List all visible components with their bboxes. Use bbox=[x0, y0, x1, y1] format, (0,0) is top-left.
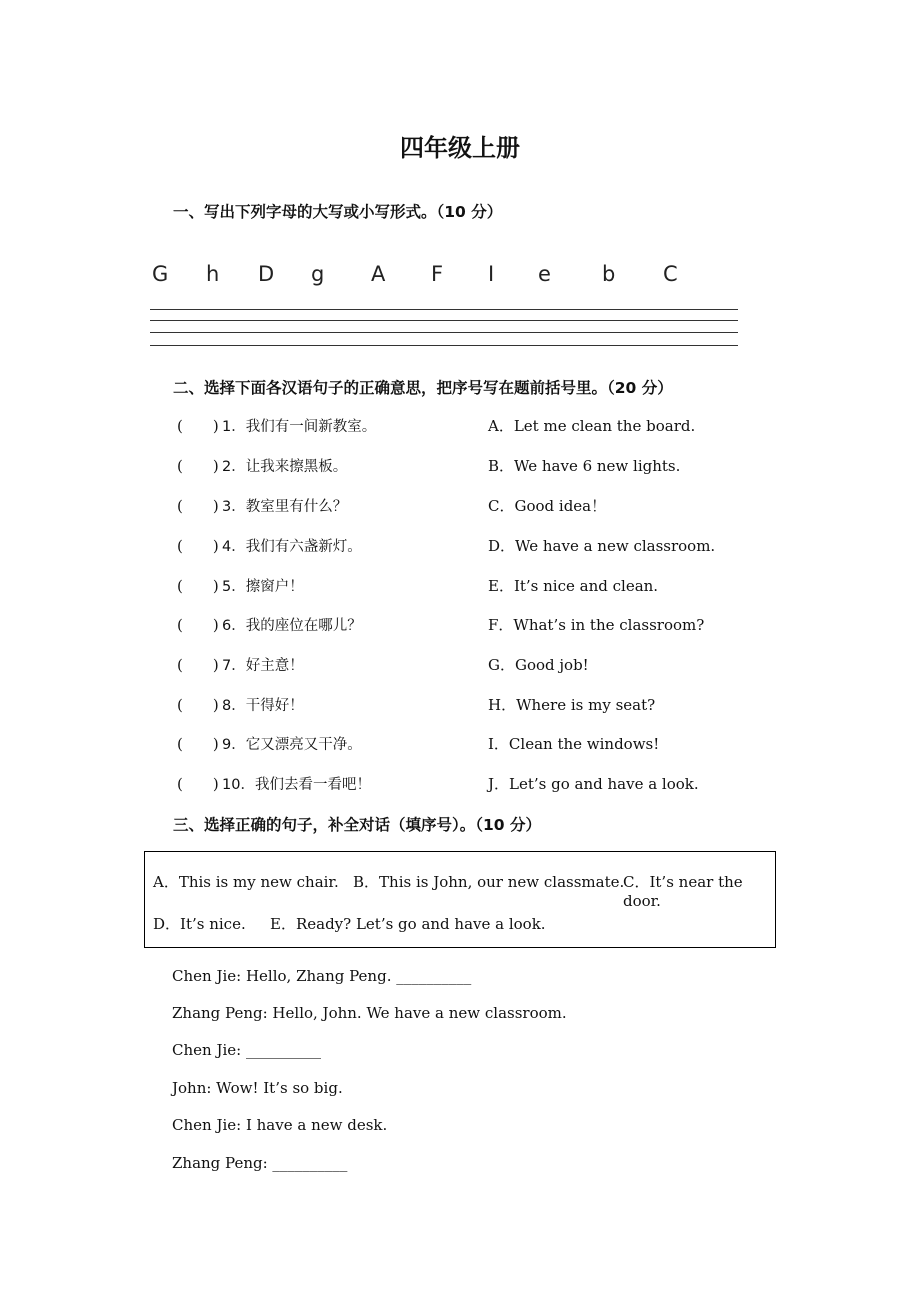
english-option: H．Where is my seat? bbox=[488, 696, 656, 714]
matching-row bbox=[0, 614, 920, 638]
writing-line bbox=[150, 345, 738, 346]
writing-line bbox=[150, 320, 738, 321]
chinese-sentence: 10．我们去看一看吧！ bbox=[222, 777, 371, 793]
dialogue-option: C．It’s near the door. bbox=[623, 873, 743, 910]
english-option: C．Good idea！ bbox=[488, 497, 607, 515]
chinese-sentence: 1．我们有一间新教室。 bbox=[222, 419, 377, 435]
letter: C bbox=[663, 262, 678, 286]
english-option: G．Good job! bbox=[488, 656, 589, 674]
answer-blank[interactable]: ( ) bbox=[177, 775, 219, 793]
section-2-heading: 二、选择下面各汉语句子的正确意思，把序号写在题前括号里。（20 分） bbox=[173, 379, 673, 397]
dialogue-line: Chen Jie: I have a new desk. bbox=[172, 1116, 388, 1134]
chinese-sentence: 2．让我来擦黑板。 bbox=[222, 459, 348, 475]
dialogue-line: John: Wow! It’s so big. bbox=[172, 1079, 343, 1097]
chinese-sentence: 3．教室里有什么？ bbox=[222, 499, 348, 515]
letter-row bbox=[150, 262, 710, 296]
letter: A bbox=[371, 262, 386, 286]
letter: b bbox=[602, 262, 616, 286]
dialogue-option: E．Ready? Let’s go and have a look. bbox=[270, 915, 546, 933]
letter: D bbox=[258, 262, 275, 286]
dialogue-line: Zhang Peng: __________ bbox=[172, 1154, 348, 1172]
matching-row bbox=[0, 654, 920, 678]
chinese-sentence: 4．我们有六盏新灯。 bbox=[222, 539, 362, 555]
english-option: B．We have 6 new lights. bbox=[488, 457, 681, 475]
writing-line bbox=[150, 309, 738, 310]
matching-row bbox=[0, 773, 920, 797]
chinese-sentence: 6．我的座位在哪儿？ bbox=[222, 618, 362, 634]
matching-row bbox=[0, 733, 920, 757]
matching-row bbox=[0, 575, 920, 599]
english-option: E．It’s nice and clean. bbox=[488, 577, 659, 595]
answer-blank[interactable]: ( ) bbox=[177, 457, 219, 475]
letter: I bbox=[488, 262, 495, 286]
matching-row bbox=[0, 415, 920, 439]
dialogue-option: B．This is John, our new classmate. bbox=[353, 873, 625, 891]
chinese-sentence: 7．好主意！ bbox=[222, 658, 304, 674]
english-option: D．We have a new classroom. bbox=[488, 537, 716, 555]
letter: F bbox=[431, 262, 444, 286]
chinese-sentence: 9．它又漂亮又干净。 bbox=[222, 737, 362, 753]
section-3-heading: 三、选择正确的句子，补全对话（填序号）。（10 分） bbox=[173, 816, 541, 834]
answer-blank[interactable]: ( ) bbox=[177, 616, 219, 634]
answer-blank[interactable]: ( ) bbox=[177, 577, 219, 595]
letter: G bbox=[152, 262, 169, 286]
english-option: J．Let’s go and have a look. bbox=[488, 775, 699, 793]
answer-blank[interactable]: ( ) bbox=[177, 417, 219, 435]
dialogue-option: A．This is my new chair. bbox=[153, 873, 339, 891]
writing-line bbox=[150, 332, 738, 333]
english-option: F．What’s in the classroom? bbox=[488, 616, 705, 634]
answer-blank[interactable]: ( ) bbox=[177, 537, 219, 555]
answer-blank[interactable]: ( ) bbox=[177, 497, 219, 515]
section-1-heading: 一、写出下列字母的大写或小写形式。（10 分） bbox=[173, 203, 503, 221]
letter: h bbox=[206, 262, 220, 286]
matching-row bbox=[0, 455, 920, 479]
answer-blank[interactable]: ( ) bbox=[177, 696, 219, 714]
matching-row bbox=[0, 495, 920, 519]
matching-row bbox=[0, 535, 920, 559]
letter: g bbox=[311, 262, 325, 286]
page-title: 四年级上册 bbox=[400, 134, 520, 162]
answer-blank[interactable]: ( ) bbox=[177, 735, 219, 753]
dialogue-line: Chen Jie: Hello, Zhang Peng. __________ bbox=[172, 967, 472, 985]
dialogue-line: Zhang Peng: Hello, John. We have a new classroom. bbox=[172, 1004, 567, 1022]
chinese-sentence: 5．擦窗户！ bbox=[222, 579, 304, 595]
options-box bbox=[144, 851, 776, 948]
letter: e bbox=[538, 262, 551, 286]
english-option: I．Clean the windows! bbox=[488, 735, 660, 753]
dialogue-line: Chen Jie: __________ bbox=[172, 1041, 321, 1059]
chinese-sentence: 8．干得好！ bbox=[222, 698, 304, 714]
dialogue-option: D．It’s nice. bbox=[153, 915, 246, 933]
english-option: A．Let me clean the board. bbox=[488, 417, 696, 435]
matching-row bbox=[0, 694, 920, 718]
answer-blank[interactable]: ( ) bbox=[177, 656, 219, 674]
